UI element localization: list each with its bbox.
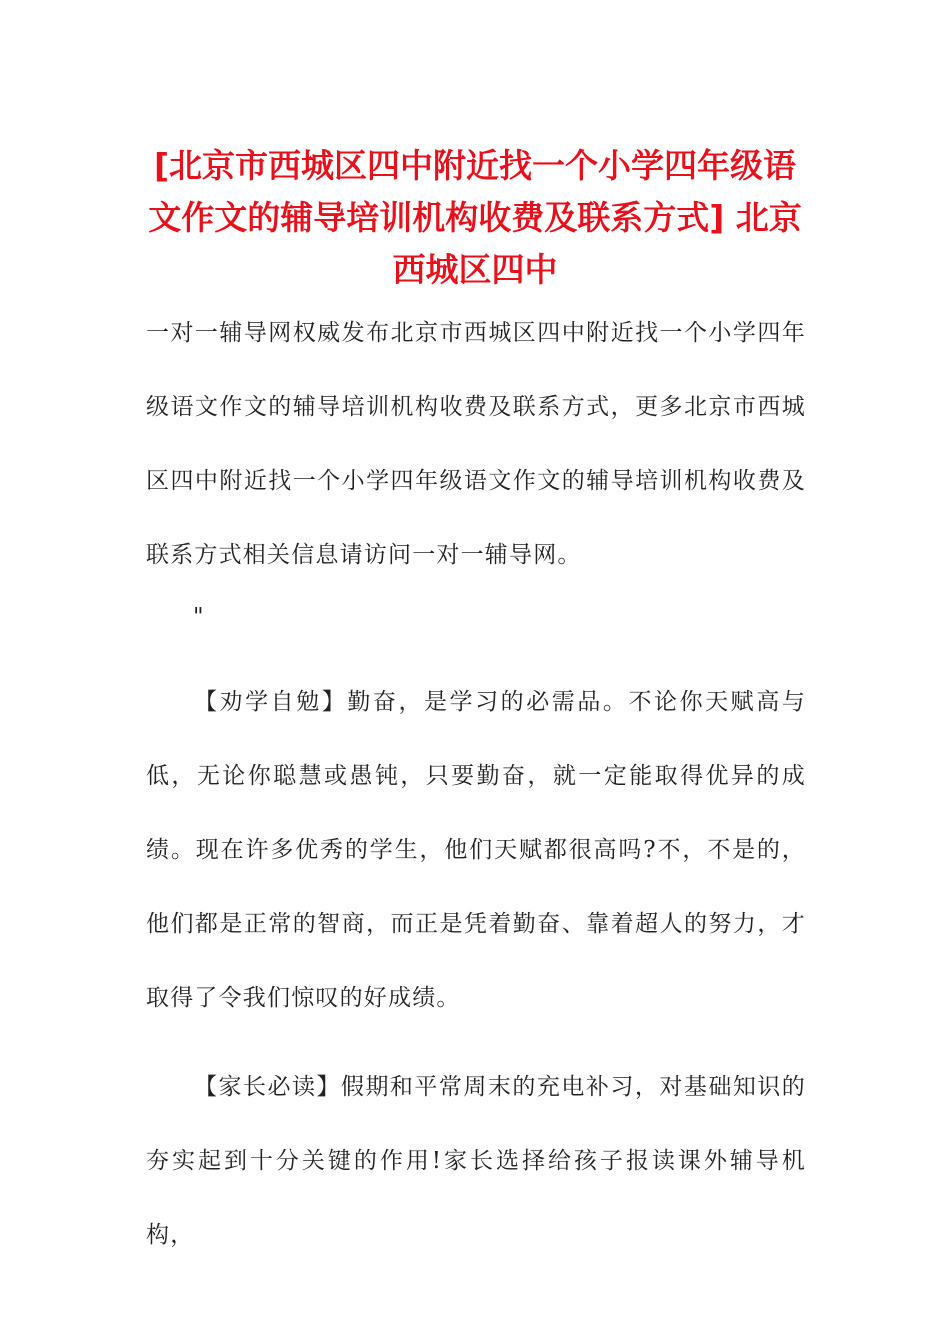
- parents-paragraph: 【家长必读】假期和平常周末的充电补习，对基础知识的夯实起到十分关键的作用!家长选择给孩子报读课外辅导机构，: [146, 1074, 806, 1248]
- document-title: [北京市西城区四中附近找一个小学四年级语文作文的辅导培训机构收费及联系方式] 北京西城区四中: [148, 146, 802, 289]
- quote-mark: ": [193, 604, 205, 630]
- intro-paragraph: 一对一辅导网权威发布北京市西城区四中附近找一个小学四年级语文作文的辅导培训机构收费及联系方式，更多北京市西城区四中附近找一个小学四年级语文作文的辅导培训机构收费及联系方式相关信息请访问一对一辅导网。: [146, 320, 806, 568]
- encourage-paragraph: 【劝学自勉】勤奋，是学习的必需品。不论你天赋高与低，无论你聪慧或愚钝，只要勤奋，就一定能取得优异的成绩。现在许多优秀的学生，他们天赋都很高吗?不，不是的，他们都是正常的智商，而正是凭着勤奋、靠着超人的努力，才取得了令我们惊叹的好成绩。: [146, 689, 806, 1011]
